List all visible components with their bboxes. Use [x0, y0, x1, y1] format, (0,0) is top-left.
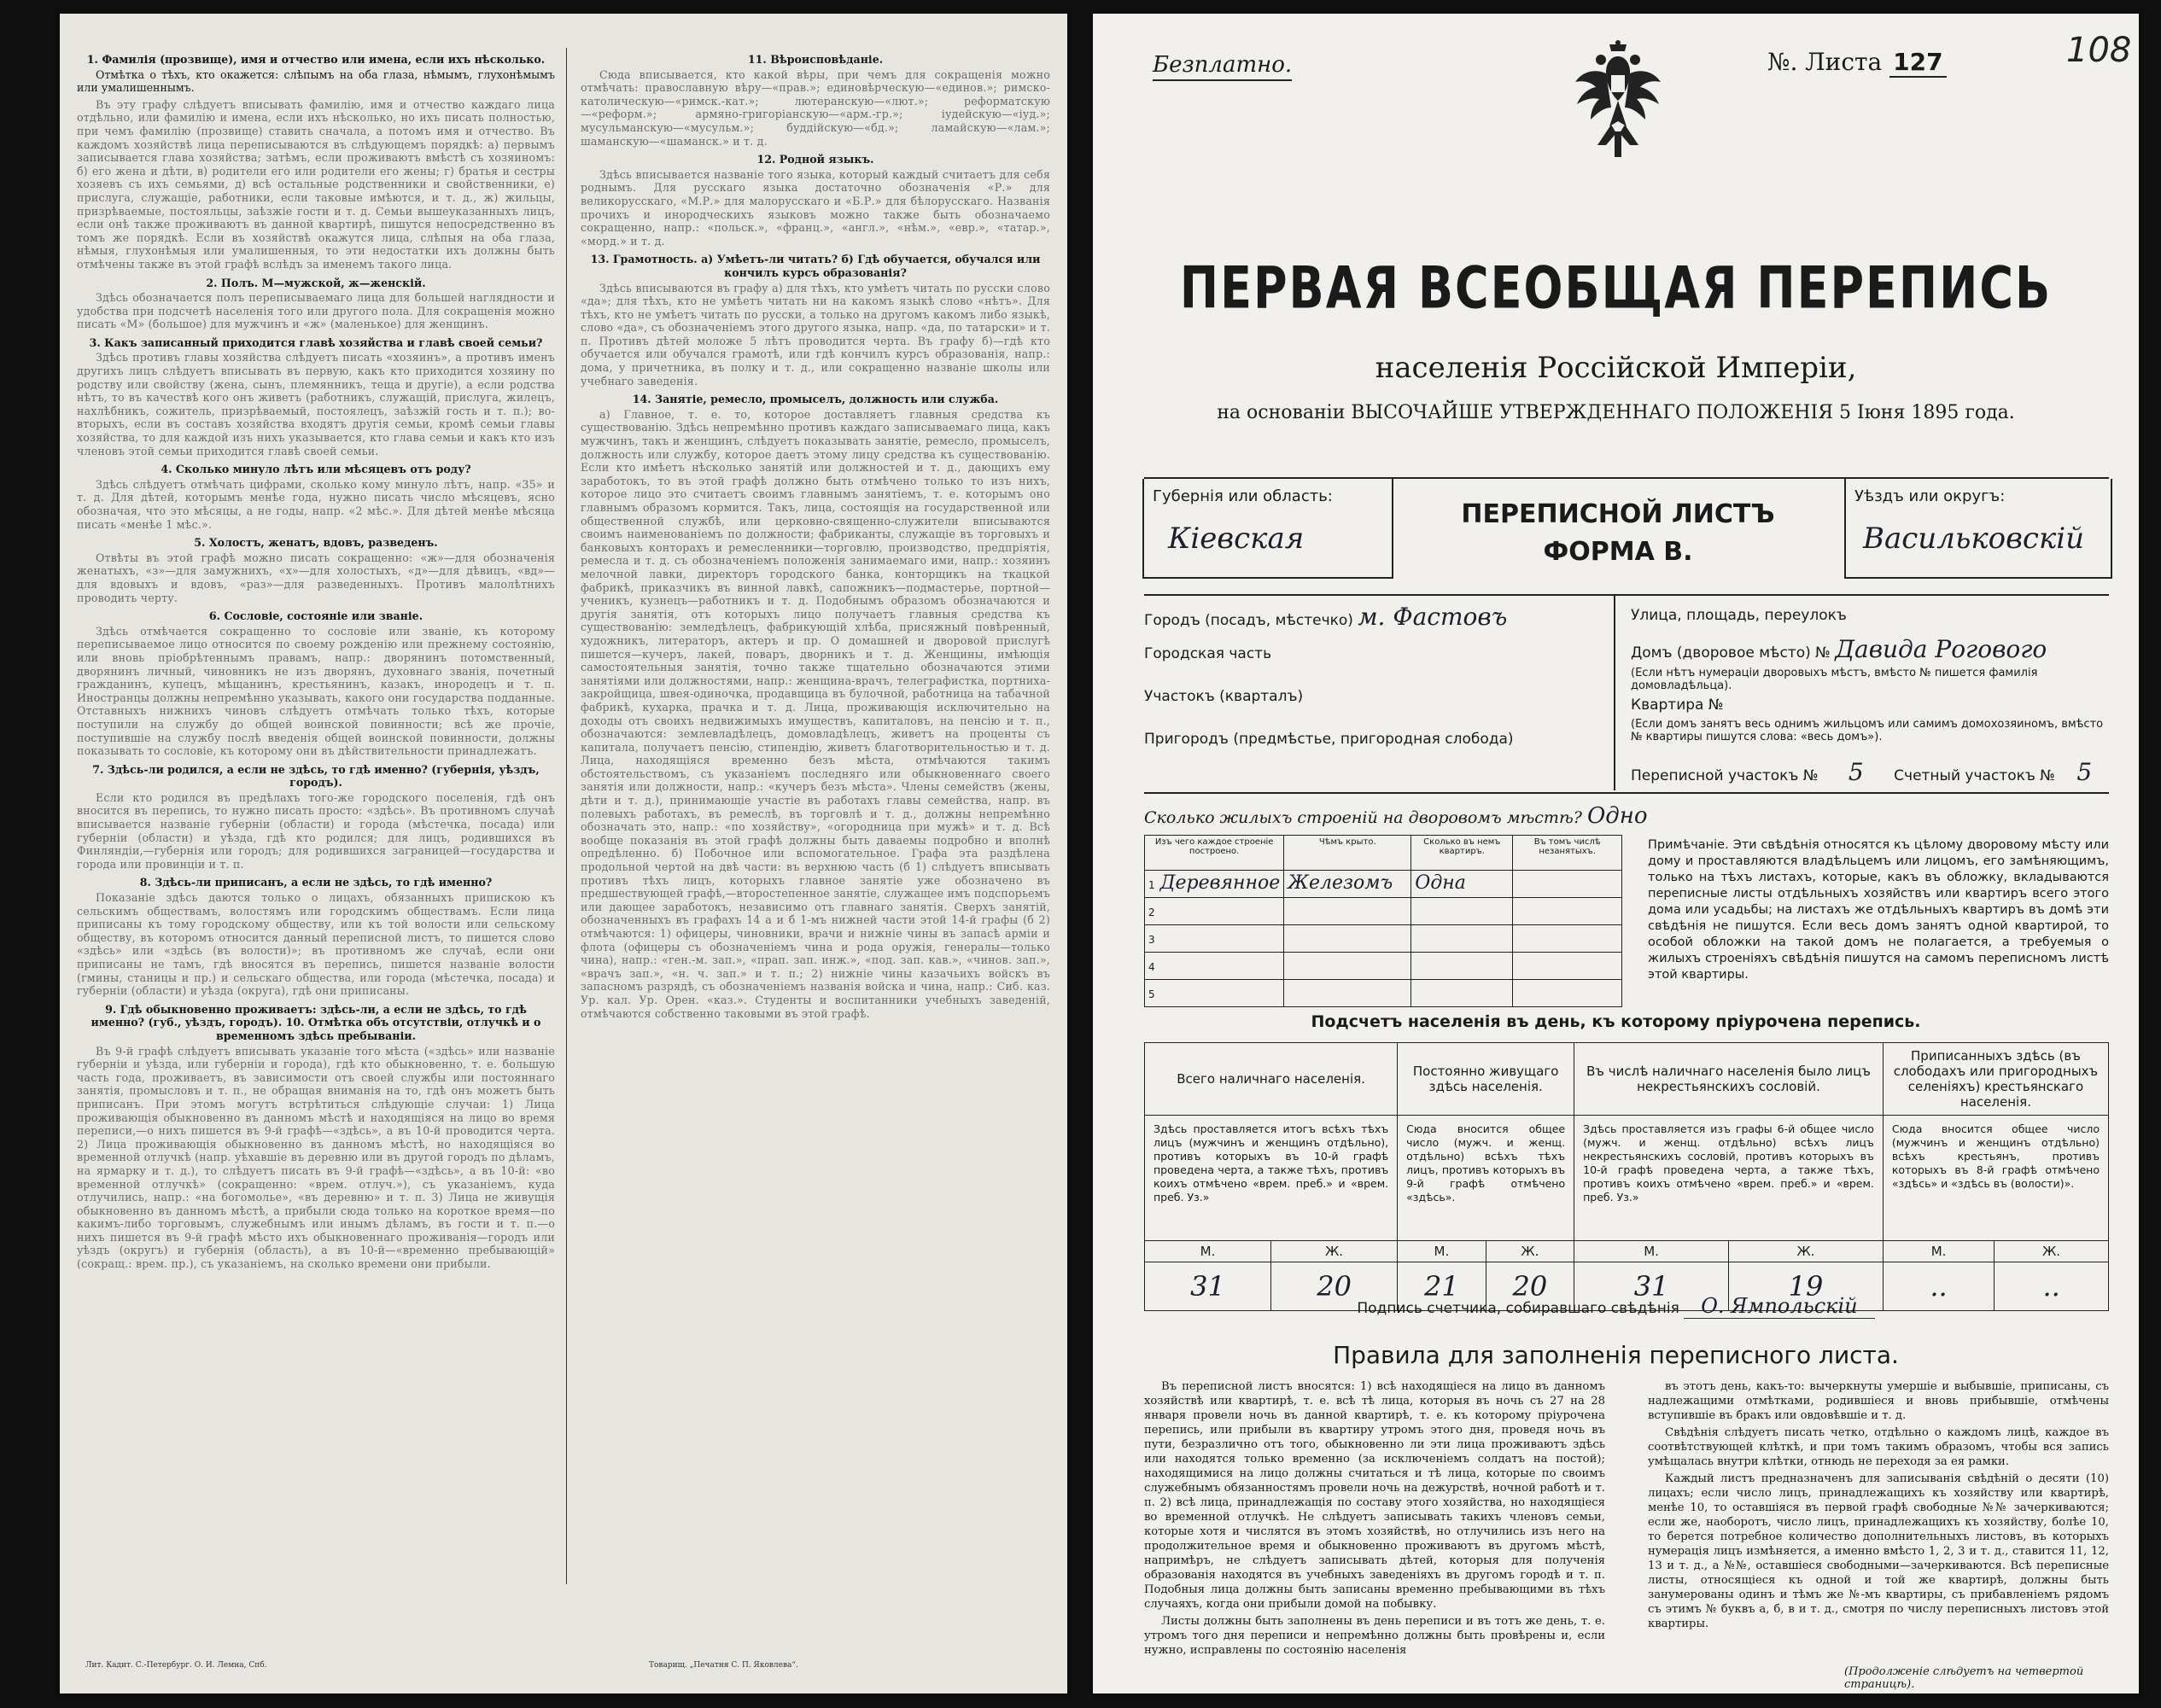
count-value: 31 [1574, 1262, 1729, 1311]
instruction-section [77, 763, 555, 871]
province-box [1142, 479, 1393, 579]
building-flats-cell [1411, 925, 1513, 953]
count-value: 19 [1729, 1262, 1884, 1311]
form-main-title: ПЕРВАЯ ВСЕОБЩАЯ ПЕРЕПИСЬ [1179, 254, 2053, 322]
province-label: Губернія или область: [1153, 487, 1333, 505]
building-row [1145, 925, 1622, 953]
instruction-text: Здѣсь вписываются въ графу а) для тѣхъ, кто умѣетъ читать по русски слово «да»; для тѣхъ, кто не умѣетъ читать ни на какомъ языкѣ слово «нѣтъ». Для тѣхъ, кто не умѣетъ читать по русски, а только на другомъ какомъ либо языкѣ, слово «да», съ обозначеніемъ этого другого языка, напр. «да, по татарски» и т. п. Противъ дѣтей моложе 5 лѣтъ проводится черта. Въ графу б)—гдѣ кто обучается или обучался грамотѣ, или гдѣ кончилъ курсъ образованія, напр.: дома, у причетника, въ полку и т. д., или сокращенно названіе школы или учебнаго заведенія. [581, 281, 1050, 388]
archive-corner-mark: 108 [2066, 31, 2132, 70]
build-header-material: Изъ чего каждое строеніе построено. [1145, 836, 1284, 871]
city-value: м. Фастовъ [1358, 603, 1508, 631]
building-material-cell [1145, 898, 1284, 925]
house-value: Давида Рогового [1835, 635, 2047, 663]
apartment-label: Квартира № [1631, 697, 1724, 714]
building-roof-cell [1284, 871, 1411, 898]
building-roof-cell [1284, 898, 1411, 925]
count-value: 31 [1145, 1262, 1271, 1311]
rules-paragraph: въ этотъ день, какъ-то: вычеркнуты умершіе и выбывшіе, приписаны, съ надлежащими отмѣтками, родившіеся и вновь прибывшіе, отмѣчены вступившіе въ бракъ или овдовѣвшіе и т. д. [1648, 1380, 2109, 1422]
left-page-instructions [60, 14, 1067, 1693]
female-column-label: Ж. [1271, 1241, 1398, 1262]
instruction-section [77, 463, 555, 531]
rules-paragraph: Листы должны быть заполнены въ день переписи и въ тотъ же день, т. е. утромъ того дня переписи и непремѣнно должны быть провѣрены и, если нужно, исправлены по состоянію населенія [1144, 1615, 1605, 1657]
count-desc-permanent: Сюда вносится общее число (мужч. и женщ. отдѣльно) всѣхъ тѣхъ лицъ, противъ которыхъ въ 9-й графѣ отмѣчено «здѣсь». [1398, 1116, 1574, 1241]
census-sheet-title: ПЕРЕПИСНОЙ ЛИСТЪ [1461, 499, 1775, 529]
count-desc-non-peasant: Здѣсь проставляется изъ графы 6-й общее число (мужч. и женщ. отдѣльно) всѣхъ лицъ некрестьянскихъ сословій, противъ которыхъ въ 10-й графѣ проведена черта, а также тѣхъ, противъ коихъ отмѣчено «врем. преб.» и «врем. преб. Уз.» [1574, 1116, 1884, 1241]
build-header-empty: Въ томъ числѣ незанятыхъ. [1513, 836, 1622, 871]
apartment-note: (Если домъ занятъ весь однимъ жильцомъ или самимъ домохозяиномъ, вмѣсто № квартиры пишутся слова: «весь домъ»). [1631, 718, 2104, 743]
building-flats-cell [1411, 980, 1513, 1007]
count-header-present: Всего наличнаго населенія. [1145, 1043, 1398, 1116]
house-label: Домъ (дворовое мѣсто) № [1631, 644, 1831, 662]
count-value: .. [1995, 1262, 2109, 1311]
city-part-label: Городская часть [1144, 645, 1272, 662]
rules-column-right [1648, 1379, 2109, 1634]
house-note: (Если нѣтъ нумераціи дворовыхъ мѣстъ, вмѣсто № пишется фамилія домовладѣльца). [1631, 667, 2038, 692]
census-area-label: Переписной участокъ № [1631, 767, 1819, 784]
building-row [1145, 871, 1622, 898]
free-of-charge-label: Безплатно. [1153, 52, 1293, 78]
instruction-heading: 11. Вѣроисповѣданіе. [747, 53, 884, 66]
instruction-text: Сюда вписывается, кто какой вѣры, при чемъ для сокращенія можно отмѣчать: православную вѣру—«прав.»; единовѣрческую—«единов.»; римско-католическую—«римск.-кат.»; лютеранскую—«лют.»; реформатскую—«реформ.»; армяно-григоріанскую—«арм.-гр.»; іудейскую—«іуд.»; мусульманскую—«мусульм.»; буддійскую—«бд.»; ламайскую—«лам.»; шаманскую—«шаманск.» и т. д. [581, 67, 1050, 148]
instruction-heading: 5. Холостъ, женатъ, вдовъ, разведенъ. [194, 536, 438, 550]
building-empty-cell [1513, 871, 1622, 898]
instruction-text: Здѣсь противъ главы хозяйства слѣдуетъ писать «хозяинъ», а противъ именъ другихъ лицъ слѣдуетъ вписывать въ первую, какъ кто приходится хозяину по родству или свойству (жена, сынъ, племянникъ, теща и другіе), а если родства нѣтъ, то въ качествѣ кого онъ живетъ (работникъ, служащій, прислуга, жилецъ, нахлѣбникъ, сожитель, призрѣваемый, постоялецъ, заѣзжій гость и т. п.); во-вторыхъ, если въ составъ хозяйства входятъ другія семьи, кромѣ семьи главы хозяйства, то для каждой изъ нихъ указывается, кто глава семьи и какъ кто изъ членовъ этой семьи приходится главѣ своей семьи. [77, 351, 555, 458]
form-legal-basis: на основаніи ВЫСОЧАЙШЕ УТВЕРЖДЕННАГО ПОЛОЖЕНІЯ 5 Іюня 1895 года. [1217, 402, 2015, 423]
building-empty-cell [1513, 980, 1622, 1007]
column-divider [566, 48, 567, 1584]
instruction-section [77, 53, 555, 271]
census-area-field [1631, 758, 2109, 786]
census-form-page [1093, 14, 2139, 1693]
building-row-number: 5 [1148, 988, 1155, 1000]
instruction-heading: 14. Занятіе, ремесло, промыселъ, должность или служба. [632, 393, 999, 406]
street-label: Улица, площадь, переулокъ [1631, 607, 1847, 624]
building-empty-cell [1513, 953, 1622, 980]
signature-label: Подпись счетчика, собиравшаго свѣдѣнія [1357, 1300, 1679, 1317]
form-subtitle: населенія Россійской Имперіи, [1375, 351, 1857, 385]
instruction-text: а) Главное, т. е. то, которое доставляетъ главныя средства къ существованію. Здѣсь непремѣнно противъ каждаго записываемаго лица, какъ мужчинъ, такъ и женщинъ, слѣдуетъ показывать занятіе, ремесло, промыселъ, должность или службу, которое даетъ этому лицу средства къ существованію. Если кто имѣетъ нѣсколько занятій или должностей и т. д., дающихъ ему заработокъ, то въ этой графѣ должно быть отмѣчено только то изъ нихъ, которое лицо это считаетъ своимъ главнымъ занятіемъ, т. е. которымъ оно главнымъ образомъ кормится. Такъ, лица, состоящія на государственной или общественной службѣ, или церковно-священно-служители вписываются своимъ наименованіемъ по должности; фабриканты, служащіе въ торговыхъ и банковыхъ конторахъ и ремесленники—торговлю, производство, предпріятія, ремесла и т. д. съ обозначеніемъ положенія занимаемаго ими, напр.: хозяинъ мелочной лавки, директоръ городского банка, конторщикъ на ткацкой фабрикѣ, приказчикъ въ винной лавкѣ, сапожникъ—подмастерье, портной—ученикъ, кузнецъ—работникъ и т. д. Подобнымъ образомъ обозначаются и другія занятія, отъ которыхъ лицо получаетъ главныя средства къ существованію: земледѣлецъ, фабрикующій хлѣба, присяжный повѣренный, художникъ, литераторъ, актеръ и пр. О домашней и дворовой прислугѣ пишется—кучеръ, лакей, поваръ, дворникъ и т. д. Женщины, имѣющія самостоятельныя занятія, точно также тщательно обозначаются этими занятіями или должностями, напр.: женщина-врачъ, телеграфистка, портниха-закройщица, швея-одиночка, продавщица въ булочной, работница на табачной фабрикѣ, кухарка, прачка и т. д. Лица, проживающія исключительно на доходы отъ своихъ недвижимыхъ имуществъ, капиталовъ, на пенсію и т. п., обозначаются: землевладѣлецъ, домовладѣлецъ, живетъ на проценты съ капитала, получаетъ пенсію, стипендію, живетъ благотворительностью и т. д. Лица, находящіяся временно безъ мѣста, отмѣчаются такимъ обстоятельствомъ, съ указаніемъ последняго или обыкновеннаго своего занятія или должности, напр.: «кучеръ безъ мѣста». Члены семействъ (жены, дѣти и т. д.), принимающіе участіе въ работахъ главы семейства, напр. въ полевыхъ работахъ, въ ремеслѣ, въ торговлѣ и т. д., должны непремѣнно обозначать это, напр.: «по хозяйству», «огородница при мужѣ» и т. д. Всѣ вообще показанія въ этой графѣ должны быть даваемы подробно и вполнѣ опредѣленно. б) Побочное или вспомогательное. Графа эта раздѣлена продольной чертой на двѣ части: въ верхнюю часть (б 1) слѣдуетъ вписывать противъ тѣхъ лицъ, которыхъ главное занятіе уже обозначено въ предшествующей графѣ,—второстепенное занятіе, служащее имъ подспорьемъ или дающее заработокъ, независимо отъ главнаго занятія. Сверхъ занятій, обозначенныхъ въ графахъ 14 а и б 1-мъ нижней части этой 14-й графы (б 2) отмѣчаются: 1) офицеры, чиновники, врачи и нижніе чины въ запасѣ арміи и флота (офицеры съ обозначеніемъ чина и рода оружія, генералы—только чина), напр.: «ген.-м. зап.», «прап. зап. инж.», «под. зап. кав.», «чинов. зап.», «врачъ зап.», «н. ч. зап.» и т. п.; 2) нижніе чины казачьихъ войскъ въ запасномъ разрядѣ, съ обозначеніемъ названія войска и чина, напр.: Сиб. каз. Ур. кал. Ур. Орен. «каз.». Студенты и воспитанники учебныхъ заведеній, отмѣчаются собственно таковыми въ этой графѣ. [581, 407, 1050, 1020]
instruction-section [77, 277, 555, 331]
instruction-heading: 13. Грамотность. а) Умѣетъ-ли читать? б) Гдѣ обучается, обучался или кончилъ курсъ образованія? [590, 253, 1041, 279]
instruction-section [581, 253, 1050, 388]
population-count-heading: Подсчетъ населенія въ день, къ которому пріурочена перепись. [1311, 1012, 1921, 1031]
district-value: Васильковскій [1863, 522, 2085, 556]
building-material-cell [1145, 953, 1284, 980]
instruction-text: Здѣсь слѣдуетъ отмѣчать цифрами, сколько кому минуло лѣтъ, напр. «35» и т. д. Для дѣтей, которымъ менѣе года, нужно писать число мѣсяцевъ, ясно обозначая, что это мѣсяцы, а не годы, напр. «2 мѣс.». Для дѣтей менѣе мѣсяца писать «менѣе 1 мѣс.». [77, 477, 555, 531]
building-empty-cell [1513, 898, 1622, 925]
form-letter-title: ФОРМА В. [1543, 537, 1693, 567]
instruction-section [77, 1003, 555, 1271]
building-roof-cell [1284, 925, 1411, 953]
building-row-number: 2 [1148, 906, 1155, 918]
instructions-column-1 [77, 48, 555, 1610]
male-column-label: М. [1574, 1241, 1729, 1262]
female-column-label: Ж. [1729, 1241, 1884, 1262]
instructions-column-2 [581, 48, 1050, 1610]
instruction-text: Показаніе здѣсь даются только о лицахъ, обязанныхъ припискою къ сельскимъ обществамъ, волостямъ или городскимъ обществамъ. Если лица приписаны къ тому городскому обществу, или къ той волости или сельскому обществу, въ которомъ относится данный переписной листъ, то пишется слово «здѣсь» или «здѣсь (въ волости)»; въ противномъ же случаѣ, если они приписаны не тамъ, гдѣ вносятся въ перепись, пишется названіе волости (гмины, станицы и пр.) и сельскаго общества, или города (мѣстечка, посада) и губерніи (области) и уѣзда (округа), гдѣ они приписаны. [77, 891, 555, 998]
buildings-note: Примѣчаніе. Эти свѣдѣнія относятся къ цѣлому дворовому мѣсту или дому и проставляются владѣльцемъ или лицомъ, его замѣняющимъ, только на тѣхъ листахъ, которые, какъ въ обложку, вкладываются переписные листы отдѣльныхъ хозяйствъ или квартиръ всего этого дома или усадьбы; на листахъ же отдѣльныхъ квартиръ въ домѣ эти свѣдѣнія не пишутся. Если весь домъ занятъ одной квартирой, то особой обложки на такой домъ не полагается, а требуемыя о жилыхъ строеніяхъ свѣдѣнія пишутся на самомъ переписномъ листѣ этой квартиры. [1648, 838, 2109, 982]
building-row [1145, 953, 1622, 980]
buildings-table [1144, 835, 1622, 1007]
instruction-heading: 12. Родной языкъ. [756, 153, 874, 166]
count-header-non-peasant: Въ числѣ наличнаго населенія было лицъ некрестьянскихъ сословій. [1574, 1043, 1884, 1116]
building-flats-cell [1411, 871, 1513, 898]
sheet-number-label: №. Листа [1767, 48, 1883, 76]
instruction-section [77, 536, 555, 604]
population-count-table [1144, 1042, 2109, 1311]
instruction-text: Здѣсь отмѣчается сокращенно то сословіе или званіе, къ которому переписываемое лицо относится по своему рожденію или прежнему состоянію, или вновь пріобрѣтеннымъ правамъ, напр.: дворянинъ потомственный, дворянинъ личный, чиновникъ не изъ дворянъ, духовнаго званія, почетный гражданинъ, купецъ, мѣщанинъ, крестьянинъ, казакъ, инородецъ и т. п. Иностранцы должны непремѣнно указывать, какого они государства подданные. Отставныхъ нижнихъ чиновъ слѣдуетъ отмѣчать только тѣхъ, которые поступили на службу до общей воинской повинности; всѣ же прочіе, поступившіе на службу послѣ введенія общей воинской повинности, должны показывать то сословіе, къ которому они въ дѣйствительности принадлежатъ. [77, 624, 555, 758]
instruction-heading: 6. Сословіе, состояніе или званіе. [208, 609, 423, 623]
building-roof-cell [1284, 953, 1411, 980]
instruction-text: Въ 9-й графѣ слѣдуетъ вписывать указаніе того мѣста («здѣсь» или названіе губерніи и уѣзда, или губерніи и города), гдѣ кто обыкновенно, т. е. большую часть года, проживаетъ, въ зависимости отъ своей службы или постояннаго занятія, промысловъ и т. п., не обращая вниманія на то, гдѣ онъ можетъ быть приписанъ. При этомъ могутъ встрѣтиться слѣдующіе случаи: 1) Лица проживающія обыкновенно въ данномъ мѣстѣ и находящіяся на лицо во время переписи,—о нихъ пишется въ 9-й графѣ—«здѣсь», а въ 10-й проводится черта. 2) Лица проживающія обыкновенно въ данномъ мѣстѣ, но находящіяся во временной отлучкѣ (напр. уѣхавшіе въ деревню или въ другой городъ по дѣламъ, на ярмарку и т. д.), то слѣдуетъ писать въ 9-й графѣ—«здѣсь», а въ 10-й: «во временной отлучкѣ» (сокращенно: «врем. отлуч.»), съ указаніемъ, куда отлучились, напр.: «на богомолье», «въ деревню» и т. п. 3) Лица не живущія обыкновенно въ данномъ мѣстѣ, а прибыли сюда только на короткое время—по какимъ-либо торговымъ, служебнымъ или инымъ дѣламъ, въ гости и т. п.—о нихъ пишется въ 9-й графѣ мѣсто ихъ обыкновеннаго проживанія—городъ или уѣздъ (округъ) и губернія (область), а въ 10-й—«временно пребывающій» (сокращ.: врем. пр.), съ указаніемъ, на сколько времени они прибыли. [77, 1044, 555, 1271]
building-row [1145, 980, 1622, 1007]
instruction-heading: 3. Какъ записанный приходится главѣ хозяйства и главѣ своей семьи? [89, 335, 543, 349]
instruction-body: Отмѣтка о тѣхъ, кто окажется: слѣпымъ на оба глаза, нѣмымъ, глухонѣмымъ или умалишеннымъ. [77, 67, 555, 95]
build-header-flats: Сколько въ немъ квартиръ. [1411, 836, 1513, 871]
building-row-number: 4 [1148, 961, 1155, 973]
signature-value: О. Ямпольскій [1684, 1294, 1874, 1319]
building-flats-value: Одна [1415, 872, 1466, 894]
building-material-value: Деревянное [1159, 872, 1281, 894]
building-row-number: 3 [1148, 934, 1155, 946]
instruction-heading: 1. Фамилія (прозвище), имя и отчество или имена, если ихъ нѣсколько. [86, 53, 546, 66]
instruction-text: Если кто родился въ предѣлахъ того-же городского поселенія, гдѣ онъ вносится въ перепись, то нужно писать просто: «здѣсь». Въ противномъ случаѣ вписывается названіе губерніи (области) и города (мѣстечка, посада) или губерніи (области) и уѣзда, гдѣ кто родился; для лицъ, родившихся въ Финляндіи,—губернія или городъ; для родившихся заграницей—государства и города или провинціи и т. п. [77, 790, 555, 871]
continued-note: (Продолженіе слѣдуетъ на четвертой страницѣ). [1844, 1665, 2084, 1691]
building-material-cell [1145, 871, 1284, 898]
printer-imprint-right: Товарищ. „Печатня С. П. Яковлева“. [649, 1661, 798, 1670]
city-field [1144, 603, 1507, 631]
instruction-section [77, 336, 555, 458]
instruction-heading: 8. Здѣсь-ли приписанъ, а если не здѣсь, то гдѣ именно? [139, 876, 493, 889]
rules-paragraph: Въ переписной листъ вносятся: 1) всѣ находящіеся на лицо въ данномъ хозяйствѣ или квартирѣ, т. е. всѣ тѣ лица, которыя въ ночь съ 27 на 28 января провели ночь въ данной квартирѣ, т. е. къ которому пріурочена перепись, или прибыли въ квартиру утромъ этого дня, проведя ночь въ пути, безразлично отъ того, обыкновенно ли эти лица проживаютъ здѣсь или находятся только временно (за исключеніемъ солдатъ на постой); находящимися на лицо должны считаться и тѣ лица, которые по своимъ служебнымъ обязанностямъ провели ночь на дежурствѣ, ночной работѣ и т. п. 2) всѣ лица, принадлежащія по составу этого хозяйства, но находящіеся во временной отлучкѣ. Не слѣдуетъ записывать такихъ членовъ семьи, которые хотя и числятся въ этомъ хозяйствѣ, но отлучились изъ него на продолжительное время и обыкновенно проживаютъ въ другомъ мѣстѣ, напримѣръ, не слѣдуетъ записывать дѣтей, которыя для полученія образованія находятся въ учебныхъ заведеніяхъ въ другомъ городѣ и т. п. Подобныя лица должны быть записаны временно пребывающими въ тѣхъ случаяхъ, когда они прибыли домой на побывку. [1144, 1380, 1605, 1611]
dwellings-label: Сколько жилыхъ строеній на дворовомъ мѣстѣ? [1144, 808, 1582, 827]
instruction-text: Отвѣты въ этой графѣ можно писать сокращенно: «ж»—для обозначенія женатыхъ, «з»—для замужнихъ, «х»—для холостыхъ, «д»—для дѣвицъ, «вд»—для вдовыхъ и вдовъ, «раз»—для разведенныхъ. Противъ малолѣтнихъ проводить черту. [77, 551, 555, 604]
dwellings-question [1144, 803, 1648, 829]
instruction-section [581, 53, 1050, 148]
double-headed-eagle-emblem-icon [1567, 39, 1669, 167]
count-desc-present: Здѣсь проставляется итогъ всѣхъ тѣхъ лицъ (мужчинъ и женщинъ отдѣльно), противъ которыхъ въ 10-й графѣ проведена черта, а также тѣхъ, противъ коихъ отмѣчено «врем. преб.» и «врем. преб. Уз.» [1145, 1116, 1398, 1241]
count-value: .. [1883, 1262, 1994, 1311]
form-type-title [1400, 496, 1836, 571]
count-value: 20 [1486, 1262, 1574, 1311]
precinct-label: Участокъ (кварталъ) [1144, 688, 1304, 705]
district-label: Уѣздъ или округъ: [1854, 487, 2006, 505]
count-header-peasant: Приписанныхъ здѣсь (въ слободахъ или пригородныхъ селеніяхъ) крестьянскаго населенія. [1883, 1043, 2108, 1116]
building-flats-cell [1411, 953, 1513, 980]
building-roof-cell [1284, 980, 1411, 1007]
address-divider [1614, 596, 1615, 790]
count-value: 20 [1271, 1262, 1398, 1311]
printer-imprint-left: Лит. Кадит. С.-Петербург. О. И. Лемна, Спб. [85, 1661, 267, 1670]
instruction-section [581, 393, 1050, 1020]
instruction-heading: 9. Гдѣ обыкновенно проживаетъ: здѣсь-ли, а если не здѣсь, то гдѣ именно? (губ., уѣздъ, городъ). 10. Отмѣтка объ отсутствіи, отлучкѣ и о временномъ здѣсь пребываніи. [91, 1002, 541, 1042]
building-row [1145, 898, 1622, 925]
dwellings-value: Одно [1586, 803, 1648, 829]
instruction-text: Здѣсь вписывается названіе того языка, который каждый считаетъ для себя роднымъ. Для русскаго языка достаточно обозначенія «Р.» для великорусскаго, «М.Р.» для малорусскаго и «Б.Р.» для бѣлорусскаго. Названія прочихъ и инородческихъ языковъ можно также быть обозначаемо сокращенно, напр.: «польск.», «франц.», «англ.», «нѣм.», «евр.», «татар.», «морд.» и т. д. [581, 167, 1050, 248]
instruction-section [77, 609, 555, 758]
male-column-label: М. [1883, 1241, 1994, 1262]
building-row-number: 1 [1148, 879, 1155, 891]
instruction-heading: 4. Сколько минуло лѣтъ или мѣсяцевъ отъ роду? [161, 463, 471, 476]
instruction-text: Здѣсь обозначается полъ переписываемаго лица для большей наглядности и удобства при подсчетѣ населенія того или другого пола. Для сокращенія можно писать «М» (большое) для мужчинъ и «ж» (маленькое) для женщинъ. [77, 291, 555, 331]
count-header-permanent: Постоянно живущаго здѣсь населенія. [1398, 1043, 1574, 1116]
instruction-text: Въ эту графу слѣдуетъ вписывать фамилію, имя и отчество каждаго лица отдѣльно, или фамилію и имена, если ихъ нѣсколько, но ихъ писать полностью, при чемъ фамилію (прозвище) ставить сначала, а потомъ имя и отчество. Въ каждомъ хозяйствѣ лица переписываются въ слѣдующемъ порядкѣ: а) первымъ записывается глава хозяйства; затѣмъ, если проживаютъ вмѣстѣ съ хозяиномъ: б) его жена и дѣти, в) родители его или родители его жены; г) братья и сестры хозяевъ съ ихъ семьями, д) всѣ остальные родственники и свойственники, е) прислуга, служащіе, работники, если таковые имѣются, и т. д., ж) жильцы, призрѣваемые, постояльцы, заѣзжіе гости и т. д. Семьи вышеуказанныхъ лицъ, если онѣ также проживаютъ въ данной квартирѣ, пишутся непосредственно въ томъ же порядкѣ. Если въ хозяйствѣ окажутся лица, слѣпыя на оба глаза, нѣмыя, глухонѣмыя или умалишенныя, то эти недостатки ихъ должны быть отмѣчены также въ этой графѣ вслѣдъ за именемъ такого лица. [77, 97, 555, 271]
enumerator-signature [1093, 1294, 2139, 1318]
instruction-heading: 7. Здѣсь-ли родился, а если не здѣсь, то гдѣ именно? (губернія, уѣздъ, городъ). [92, 762, 540, 790]
building-flats-cell [1411, 898, 1513, 925]
female-column-label: Ж. [1995, 1241, 2109, 1262]
instruction-section [581, 153, 1050, 248]
building-roof-value: Железомъ [1288, 872, 1393, 894]
count-value: 21 [1398, 1262, 1486, 1311]
count-desc-peasant: Сюда вносится общее число (мужчинъ и женщинъ отдѣльно) всѣхъ крестьянъ, противъ которыхъ въ 8-й графѣ отмѣчено «здѣсь» и «здѣсь въ (волости)». [1883, 1116, 2108, 1241]
address-bottom-rule [1144, 792, 2109, 794]
building-material-cell [1145, 980, 1284, 1007]
sheet-number-value: 127 [1889, 48, 1946, 78]
male-column-label: М. [1398, 1241, 1486, 1262]
rules-title: Правила для заполненія переписного листа. [1333, 1341, 1899, 1369]
rules-paragraph: Каждый листъ предназначенъ для записыванія свѣдѣній о десяти (10) лицахъ; если число лицъ, принадлежащихъ къ хозяйству или квартирѣ, менѣе 10, то оставшіяся въ первой графѣ свободные №№ зачеркиваются; если же, наоборотъ, число лицъ, принадлежащихъ къ хозяйству, болѣе 10, то берется потребное количество дополнительныхъ листовъ, въ которыхъ нумерація лицъ измѣняется, а именно вмѣсто 1, 2, 3 и т. д., ставится 11, 12, 13 и т. д., а №№, оставшіеся свободными—зачеркиваются. Всѣ переписные листы, относящіеся къ одной и той же квартирѣ, должны быть занумерованы одинъ и тѣмъ же №-мъ квартиры, съ прибавленіемъ рядомъ съ этимъ № буквъ а, б, в и т. д., смотря по числу переписныхъ листовъ этой квартиры. [1648, 1472, 2109, 1630]
count-area-value: 5 [2076, 758, 2093, 786]
city-label: Городъ (посадъ, мѣстечко) [1144, 612, 1353, 629]
province-value: Кіевская [1168, 522, 1305, 556]
rules-paragraph: Свѣдѣнія слѣдуетъ писать четко, отдѣльно о каждомъ лицѣ, каждое въ соотвѣтствующей клѣткѣ, и при томъ такимъ образомъ, чтобы вся запись умѣщалась внутри клѣтки, отнюдь не переходя за ея рамки. [1648, 1426, 2109, 1468]
female-column-label: Ж. [1486, 1241, 1574, 1262]
sheet-number [1767, 48, 1947, 76]
address-top-rule [1144, 594, 2109, 596]
building-empty-cell [1513, 925, 1622, 953]
suburb-label: Пригородъ (предмѣстье, пригородная слобода) [1144, 731, 1514, 748]
district-box [1844, 479, 2112, 579]
male-column-label: М. [1145, 1241, 1271, 1262]
count-area-label: Счетный участокъ № [1894, 767, 2055, 784]
instruction-section [77, 876, 555, 997]
rules-column-left [1144, 1379, 1605, 1660]
building-material-cell [1145, 925, 1284, 953]
census-area-value: 5 [1848, 758, 1864, 786]
build-header-roof: Чѣмъ крыто. [1284, 836, 1411, 871]
house-field [1631, 635, 2047, 663]
instruction-heading: 2. Полъ. М—мужской, ж—женскій. [206, 276, 426, 289]
